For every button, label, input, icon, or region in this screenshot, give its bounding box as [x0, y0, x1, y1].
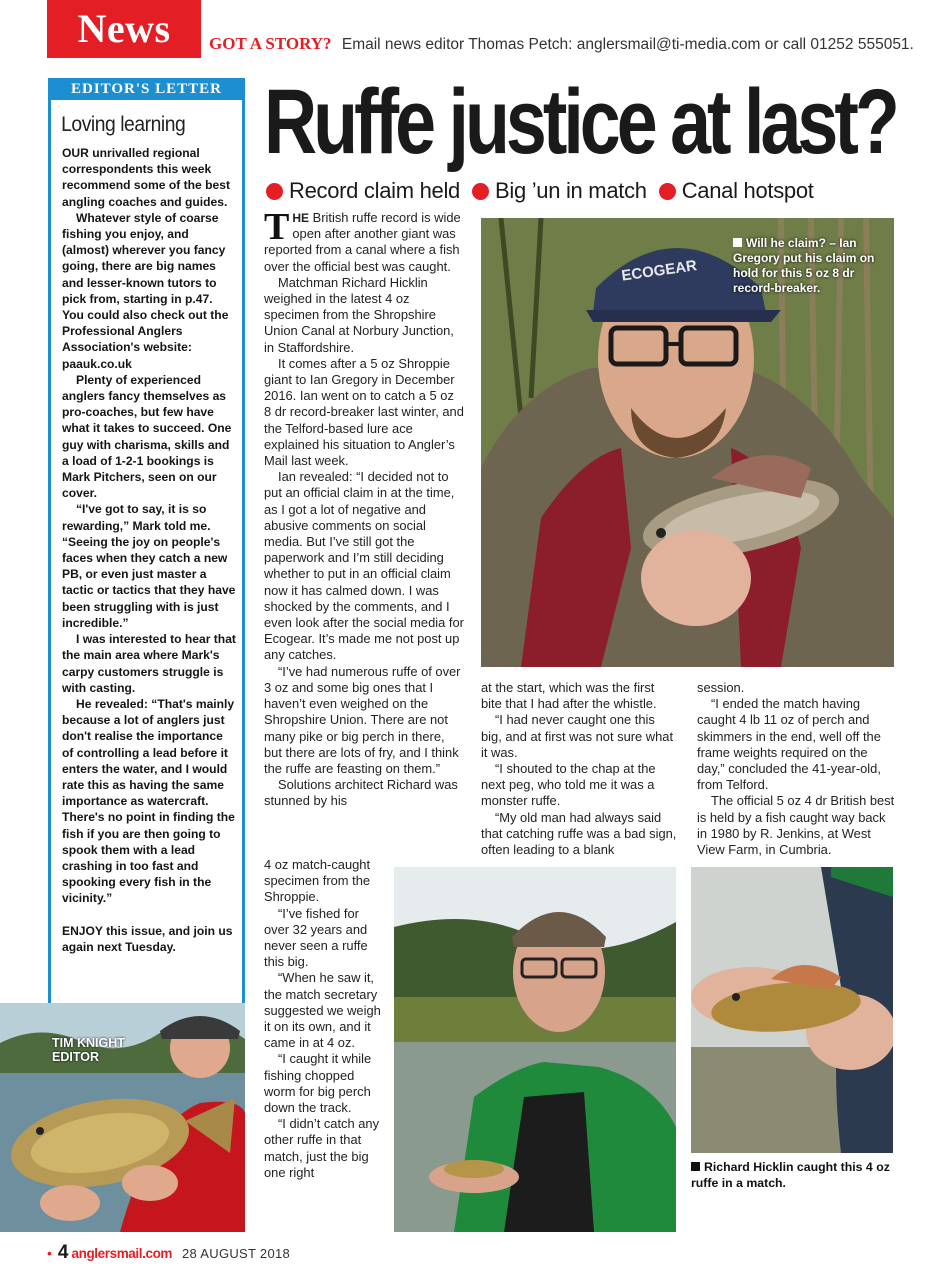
article-paragraph: “I had never caught one this big, and at first was not sure what it was. [481, 712, 674, 760]
article-paragraph: session. [697, 680, 745, 695]
contact-text: Email news editor Thomas Petch: anglersmail@ti-media.com or call 01252 555051. [341, 36, 914, 53]
subhead-item: Record claim held [289, 178, 460, 203]
article-headline: Ruffe justice at last? [264, 71, 896, 173]
article-paragraph: The official 5 oz 4 dr British best is held by a fish caught way back in 1980 by R. Jenkins, at West View Farm, in Cumbria. [697, 793, 895, 858]
bullet-dot-icon [659, 183, 676, 200]
subhead-item: Big ’un in match [494, 178, 647, 203]
page-number: 4 [57, 1242, 69, 1263]
issue-date: 28 AUGUST 2018 [182, 1246, 291, 1261]
richard-photo-illustration [394, 867, 676, 1232]
article-column-1 [264, 206, 464, 810]
article-column-1-narrow [264, 857, 384, 1181]
editors-letter-title: Loving learning [61, 113, 186, 136]
subhead-item: Canal hotspot [681, 178, 814, 203]
article-subheads [264, 178, 824, 204]
editor-paragraph: “I've got to say, it is so rewarding,” Mark told me. “Seeing the joy on people's faces when they catch a new PB, or even just master a tactic or tactics that they have been struggling with is just incredible.” [62, 502, 236, 630]
lead-smallcaps: HE [292, 211, 310, 225]
footer-website: anglersmail.com [71, 1246, 173, 1261]
article-column-2 [481, 680, 677, 858]
ruffe-photo-caption [691, 1160, 901, 1191]
drop-cap: T [264, 206, 290, 248]
article-paragraph: “I shouted to the chap at the next peg, who told me it was a monster ruffe. [481, 761, 656, 809]
bullet-dot-icon [266, 183, 283, 200]
article-paragraph: Ian revealed: “I decided not to put an official claim in at the time, as I got a lot of negative and abusive comments on social media. But I’ve still got the paperwork and I’m still deciding whether to put in an official claim now it has calmed down. I was shocked by the comments, and I even look after the social media for Ecogear. It’s made me not post up any catches. [264, 469, 464, 663]
editor-name: TIM KNIGHT [52, 1036, 125, 1050]
photo-richard-hicklin [394, 867, 676, 1232]
contact-line [209, 34, 914, 54]
article-paragraph: Solutions architect Richard was stunned by his [264, 777, 458, 809]
editors-letter-label: EDITOR'S LETTER [51, 78, 242, 100]
editor-photo-caption [52, 1036, 125, 1064]
page-footer [47, 1242, 290, 1264]
editor-paragraph: He revealed: “That's mainly because a lot of anglers just don't realise the importance of controlling a lead before it enters the water, and I would rate this as having the same importance as watercraft. There's no point in finding the fish if you are then going to spook them with a lead crashing in too fast and spooking every fish in the vicinity.” [62, 696, 235, 906]
article-paragraph: Matchman Richard Hicklin weighed in the latest 4 oz specimen from the Shropshire Union Canal at Norbury Junction, in Staffordshire. [264, 274, 454, 355]
got-a-story-label: GOT A STORY? [209, 34, 332, 53]
editor-paragraph: I was interested to hear that the main area where Mark's carpy customers struggle is with casting. [62, 632, 236, 695]
ruffe-photo-caption-text: Richard Hicklin caught this 4 oz ruffe in a match. [691, 1160, 890, 1190]
article-paragraph: “I’ve fished for over 32 years and never seen a ruffe this big. [264, 905, 368, 970]
caption-square-icon [691, 1162, 700, 1171]
article-paragraph: “My old man had always said that catching ruffe was a bad sign, often leading to a blank [481, 809, 677, 858]
article-lead [264, 206, 464, 275]
article-paragraph: “When he saw it, the match secretary suggested we weigh it on its own, and it came in at 4 oz. [264, 970, 381, 1051]
article-paragraph: “I ended the match having caught 4 lb 11 oz of perch and skimmers in the end, well off the frame weights required on the day,” concluded the 41-year-old, from Telford. [697, 696, 881, 793]
article-paragraph: at the start, which was the first bite that I had after the whistle. [481, 680, 657, 712]
editor-paragraph: OUR unrivalled regional correspondents this week recommend some of the best angling coaches and guides. [62, 146, 231, 209]
photo-ruffe-closeup [691, 867, 893, 1153]
editors-letter-body [51, 138, 242, 955]
editor-role: EDITOR [52, 1050, 99, 1064]
editor-paragraph: Plenty of experienced anglers fancy themselves as pro-coaches, but few have what it takes to succeed. One guy with charisma, skills and a load of 1-2-1 bookings is Mark Pitchers, seen on our cover. [62, 372, 232, 501]
section-tab-news: News [47, 0, 201, 58]
article-paragraph: “I’ve had numerous ruffe of over 3 oz and some big ones that I haven’t even weighed on the Shropshire Union. There are not many pike or big perch in there, but there are lots of fry, and I think the ruffe are feasting on them.” [264, 663, 461, 776]
bullet-dot-icon [472, 183, 489, 200]
ruffe-photo-illustration [691, 867, 893, 1153]
editor-signoff: ENJOY this issue, and join us again next Tuesday. [62, 923, 233, 954]
cap-logo: ECOGEAR [620, 257, 698, 285]
main-photo-caption-text: Will he claim? – Ian Gregory put his claim on hold for this 5 oz 8 dr record-breaker. [733, 236, 875, 295]
main-photo-caption [733, 236, 878, 296]
article-paragraph: “I didn’t catch any other ruffe in that match, just the big one right [264, 1116, 380, 1180]
article-paragraph: It comes after a 5 oz Shroppie giant to Ian Gregory in December 2016. Ian went on to catch a 5 oz 8 dr record-breaker last winter, and the Telford-based lure ace explained his situation to Angler’s Mail last week. [264, 355, 464, 469]
lead-text: British ruffe record is wide open after another giant was reported from a canal where a fish over the official best was caught. [264, 210, 461, 274]
editor-paragraph: Whatever style of coarse fishing you enjoy, and (almost) wherever you fancy going, there are big names and lesser-known tutors to pick from, starting in p.47. You could also check out the Professional Anglers Association's website: paauk.co.uk [62, 210, 229, 371]
article-paragraph: “I caught it while fishing chopped worm for big perch down the track. [264, 1051, 372, 1116]
article-paragraph: 4 oz match-caught specimen from the Shroppie. [264, 857, 371, 905]
article-column-3 [697, 680, 897, 858]
footer-bullet: • [47, 1245, 52, 1261]
caption-square-icon [733, 238, 742, 247]
editors-letter [48, 78, 245, 1003]
